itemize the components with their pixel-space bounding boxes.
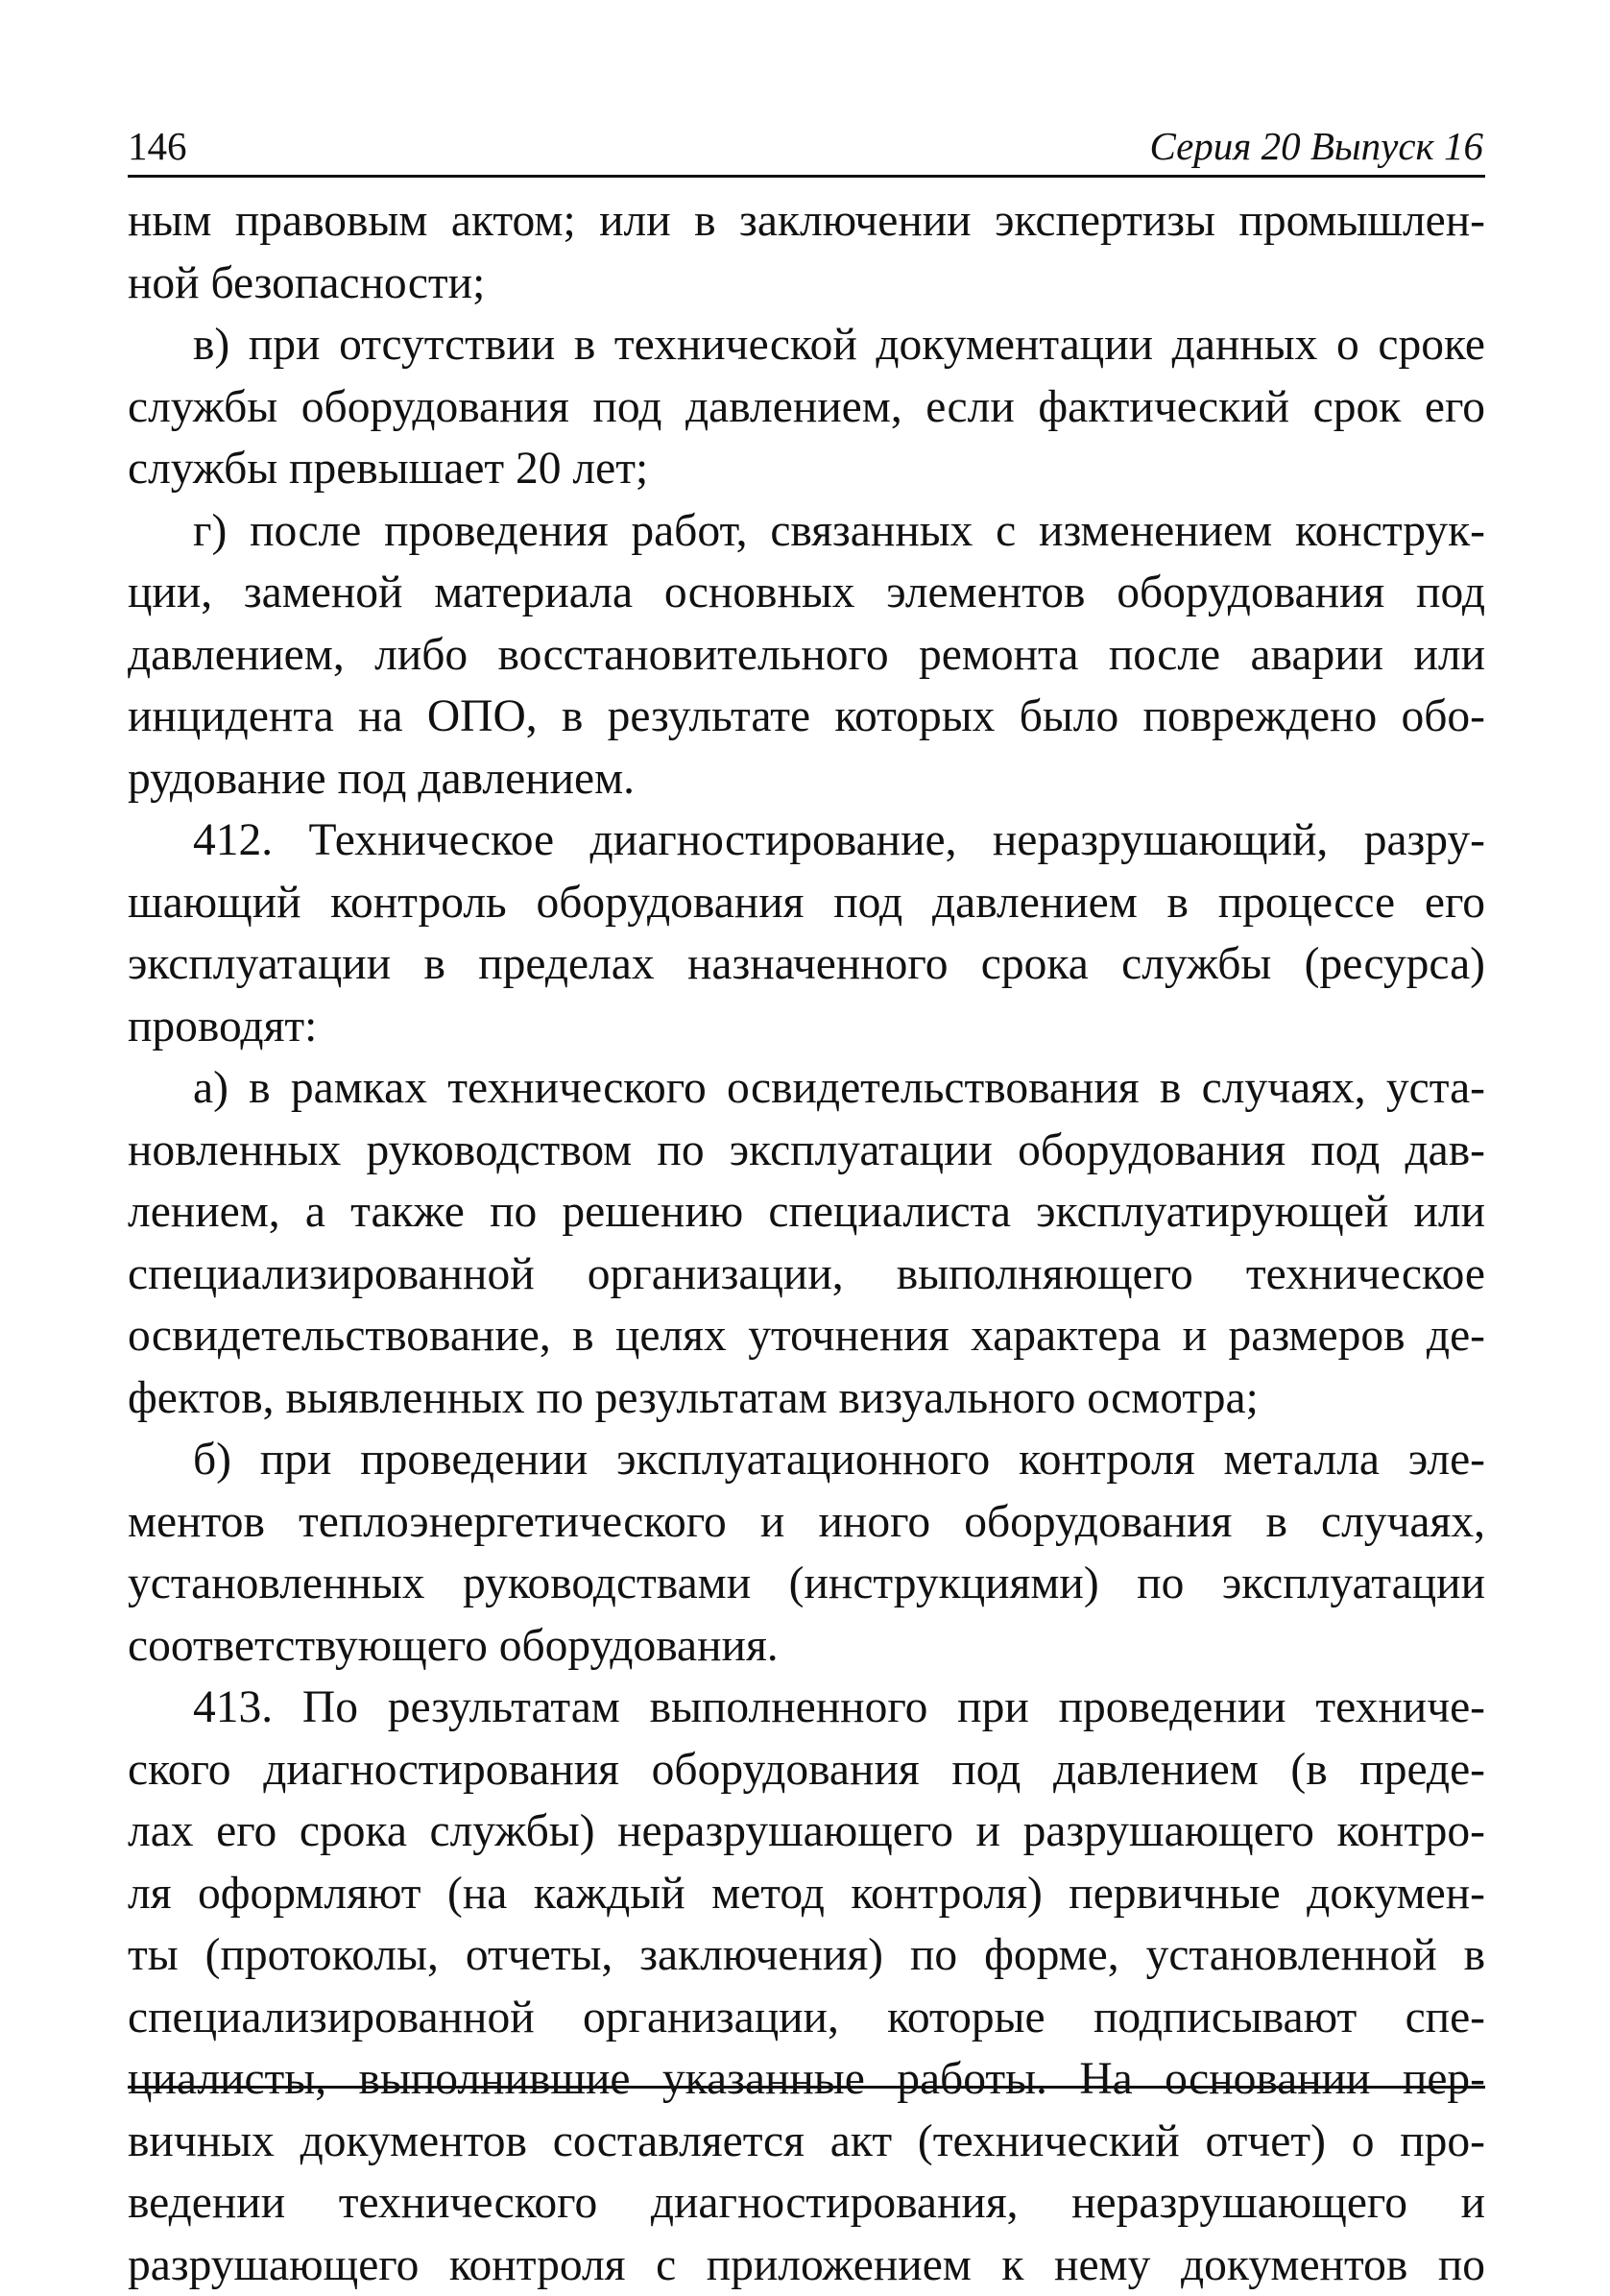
text-line: 413. По результатам выполненного при проведении техниче-: [128, 1677, 1485, 1739]
text-line: 412. Техническое диагностирование, неразрушающий, разру-: [128, 810, 1485, 872]
text-line: циалисты, выполнившие указанные работы. На основании пер-: [128, 2048, 1485, 2111]
text-line: службы оборудования под давлением, если фактический срок его: [128, 376, 1485, 439]
text-line: рудование под давлением.: [128, 748, 1485, 810]
text-line: ментов теплоэнергетического и иного оборудования в случаях,: [128, 1491, 1485, 1554]
text-line: проводят:: [128, 996, 1485, 1058]
text-line: ным правовым актом; или в заключении экспертизы промышлен-: [128, 190, 1485, 253]
text-line: эксплуатации в пределах назначенного срока службы (ресурса): [128, 933, 1485, 996]
document-page: [128, 0, 1485, 2267]
text-line: в) при отсутствии в технической документации данных о сроке: [128, 314, 1485, 376]
text-line: ции, заменой материала основных элементов оборудования под: [128, 562, 1485, 624]
text-line: инцидента на ОПО, в результате которых было повреждено обо-: [128, 686, 1485, 748]
text-line: вичных документов составляется акт (технический отчет) о про-: [128, 2111, 1485, 2173]
header-rule: [128, 175, 1485, 178]
text-line: разрушающего контроля с приложением к нему документов по: [128, 2235, 1485, 2296]
text-line: ной безопасности;: [128, 253, 1485, 315]
text-line: ты (протоколы, отчеты, заключения) по форме, установленной в: [128, 1924, 1485, 1987]
text-line: установленных руководствами (инструкциями) по эксплуатации: [128, 1553, 1485, 1615]
text-line: фектов, выявленных по результатам визуального осмотра;: [128, 1367, 1485, 1430]
running-header: [128, 117, 1485, 175]
text-line: шающий контроль оборудования под давлением в процессе его: [128, 872, 1485, 934]
text-line: а) в рамках технического освидетельствования в случаях, уста-: [128, 1057, 1485, 1120]
text-line: г) после проведения работ, связанных с изменением конструк-: [128, 500, 1485, 563]
text-line: ского диагностирования оборудования под давлением (в преде-: [128, 1739, 1485, 1801]
body-text: [128, 190, 1485, 2296]
text-line: соответствующего оборудования.: [128, 1615, 1485, 1678]
footer-rule: [128, 2086, 1485, 2089]
text-line: новленных руководством по эксплуатации оборудования под дав-: [128, 1120, 1485, 1182]
text-line: давлением, либо восстановительного ремонта после аварии или: [128, 624, 1485, 687]
text-line: службы превышает 20 лет;: [128, 438, 1485, 500]
text-line: лах его срока службы) неразрушающего и разрушающего контро-: [128, 1801, 1485, 1863]
series-title: Серия 20 Выпуск 16: [1149, 117, 1483, 175]
text-line: лением, а также по решению специалиста эксплуатирующей или: [128, 1181, 1485, 1244]
text-line: специализированной организации, которые подписывают спе-: [128, 1987, 1485, 2049]
text-line: ведении технического диагностирования, неразрушающего и: [128, 2172, 1485, 2235]
text-line: б) при проведении эксплуатационного контроля металла эле-: [128, 1429, 1485, 1491]
text-line: специализированной организации, выполняющего техническое: [128, 1244, 1485, 1306]
text-line: освидетельствование, в целях уточнения характера и размеров де-: [128, 1305, 1485, 1367]
page-number: 146: [128, 117, 187, 175]
text-line: ля оформляют (на каждый метод контроля) первичные докумен-: [128, 1863, 1485, 1925]
